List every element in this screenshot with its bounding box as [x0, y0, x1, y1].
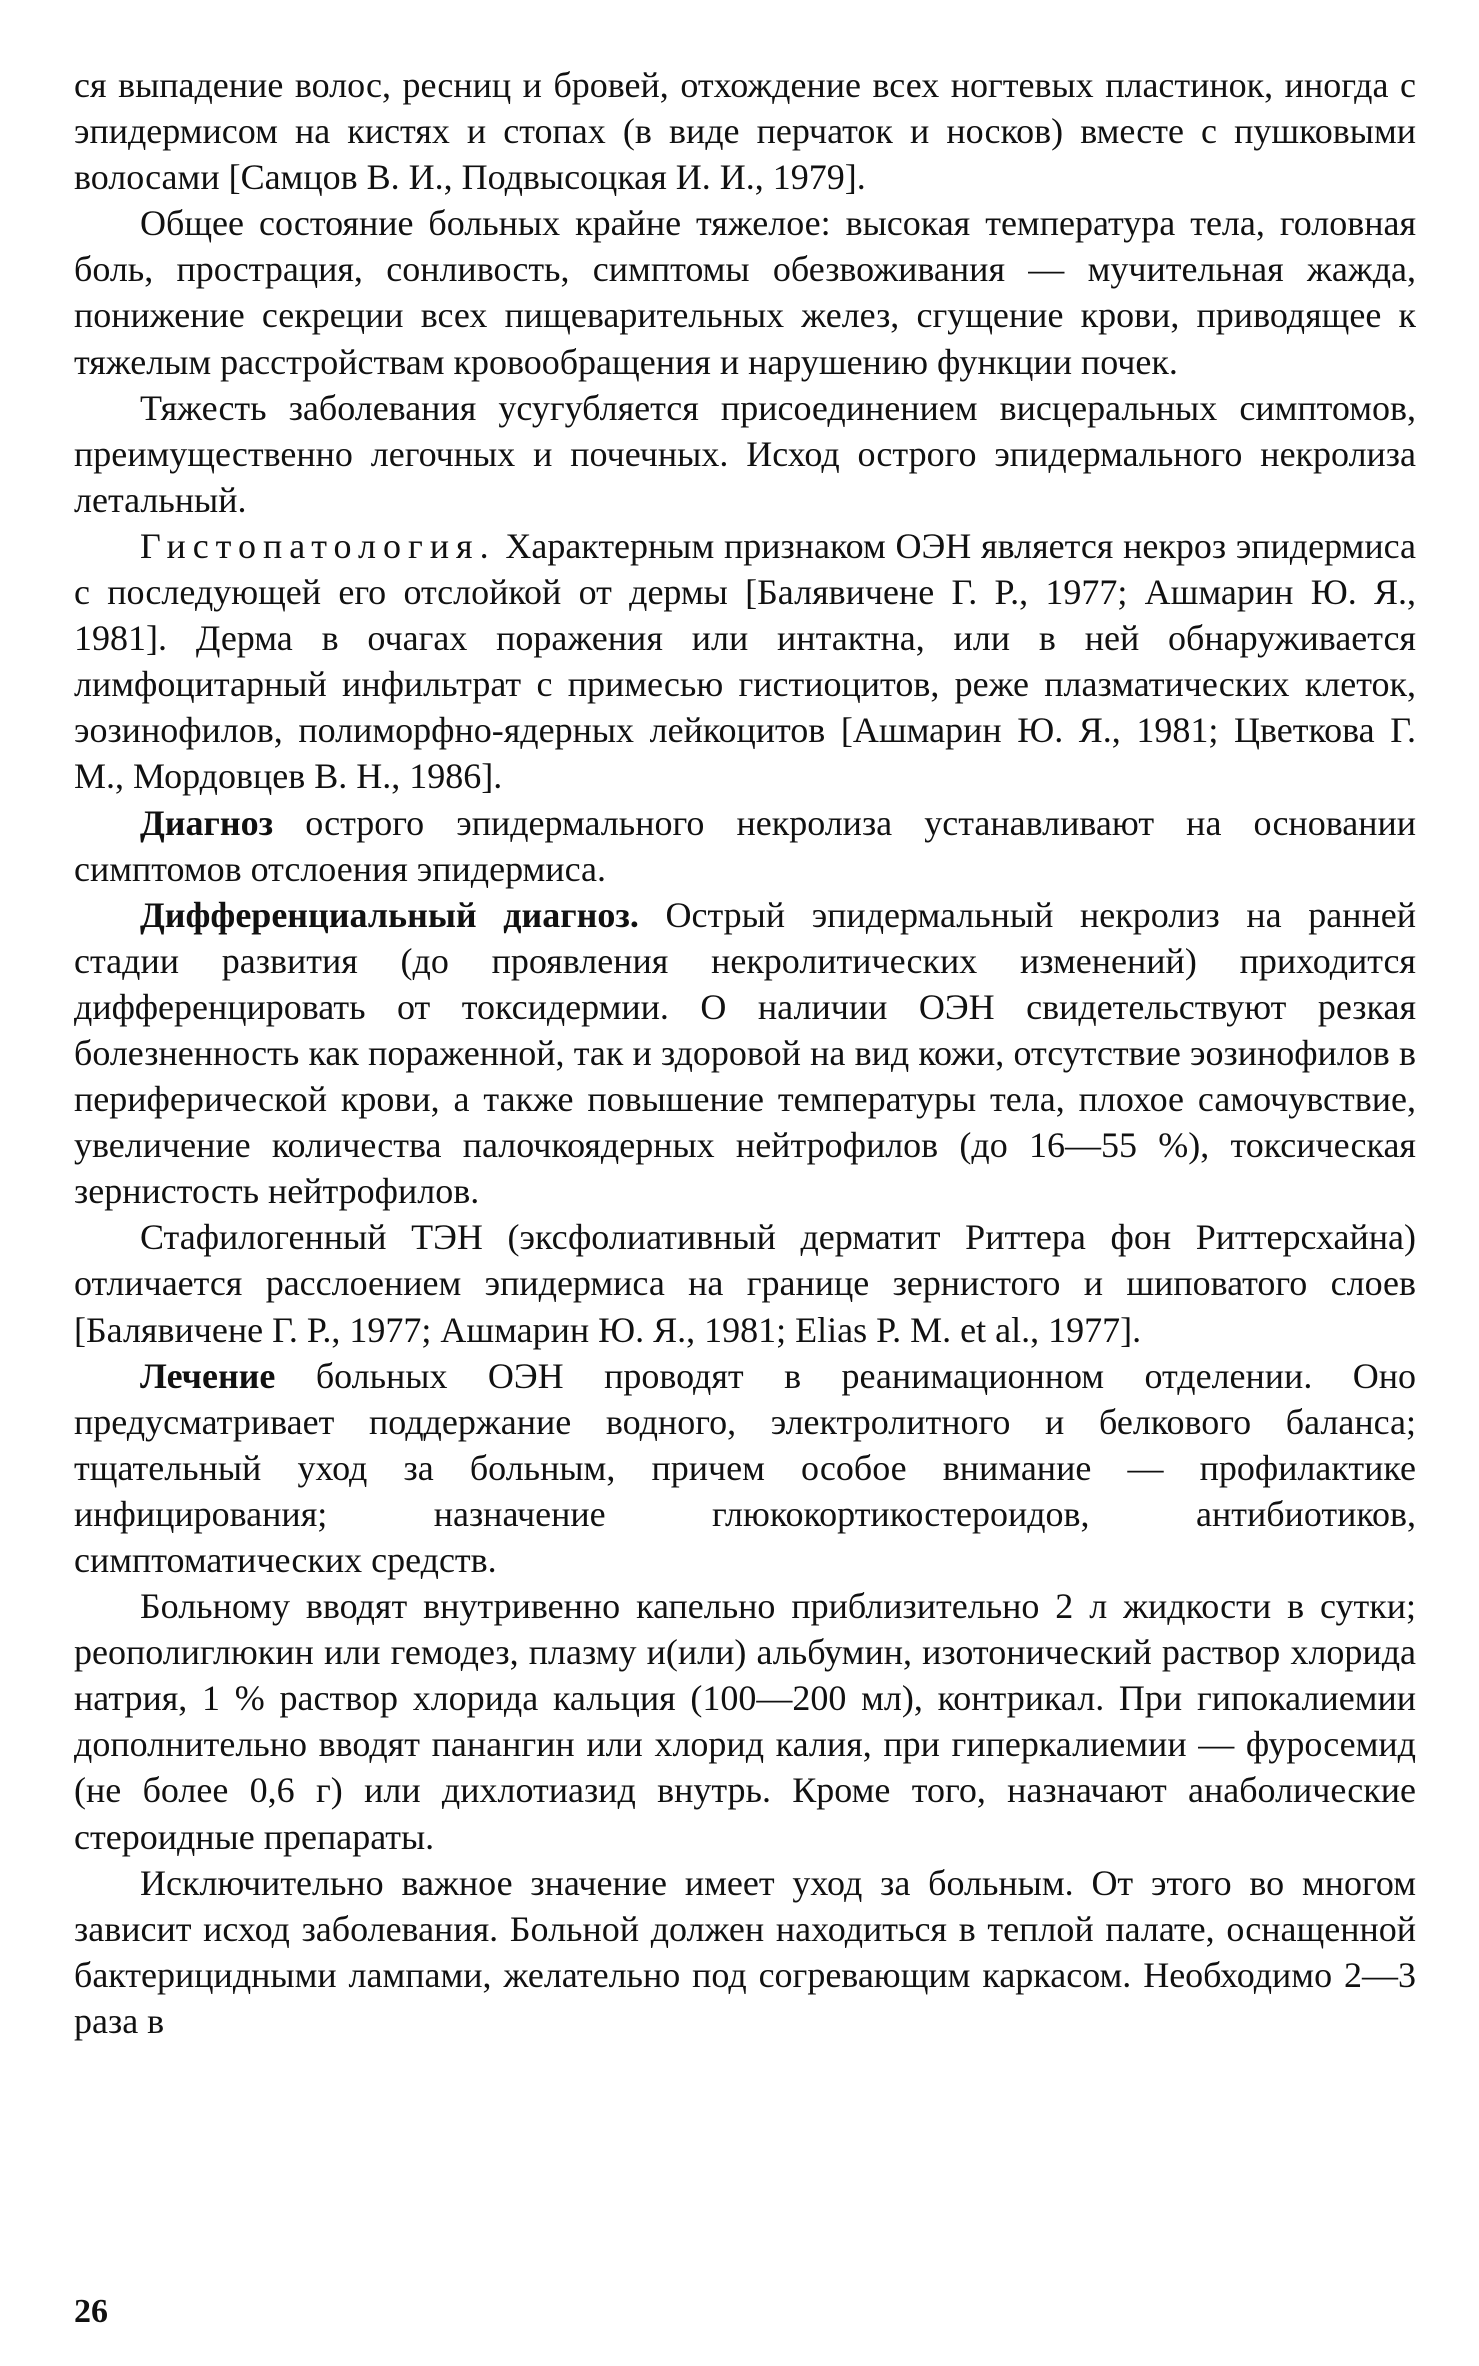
- paragraph-text: Исключительно важное значение имеет уход за больным. От этого во многом зависит исход заболевания. Больной должен находиться в теплой палате, оснащенной бактерицидными лампами, желательно под согревающим каркасом. Необходимо 2—3 раза в: [74, 1862, 1416, 2041]
- paragraph-text: Тяжесть заболевания усугубляется присоединением висцеральных симптомов, преимущественно легочных и почечных. Исход острого эпидермального некролиза летальный.: [74, 387, 1416, 520]
- page-number: 26: [74, 2293, 108, 2330]
- paragraph-general-state: [74, 200, 1416, 384]
- paragraph-text: Больному вводят внутривенно капельно приблизительно 2 л жидкости в сутки; реополиглюкин или гемодез, плазму и(или) альбумин, изотонический раствор хлорида натрия, 1 % раствор хлорида кальция (100—200 мл), контрикал. При гипокалиемии дополнительно вводят панангин или хлорид калия, при гиперкалиемии — фуросемид (не более 0,6 г) или дихлотиазид внутрь. Кроме того, назначают анаболические стероидные препараты.: [74, 1586, 1416, 1857]
- paragraph-histopathology: [74, 523, 1416, 800]
- paragraph-differential-diagnosis: [74, 892, 1416, 1215]
- page-text: [74, 62, 1416, 2044]
- paragraph-patient-care: [74, 1860, 1416, 2044]
- section-heading-differential-diagnosis: Дифференциальный диагноз.: [140, 894, 639, 935]
- paragraph-infusion-therapy: [74, 1583, 1416, 1860]
- paragraph-text: Общее состояние больных крайне тяжелое: высокая температура тела, головная боль, прострация, сонливость, симптомы обезвоживания — мучительная жажда, понижение секреции всех пищеварительных желез, сгущение крови, приводящее к тяжелым расстройствам кровообращения и нарушению функции почек.: [74, 203, 1416, 382]
- paragraph-text: Характерным признаком ОЭН является некроз эпидермиса с последующей его отслойкой от дермы [Балявичене Г. Р., 1977; Ашмарин Ю. Я., 1981]. Дерма в очагах поражения или интактна, или в ней обнаруживается лимфоцитарный инфильтрат с примесью гистиоцитов, реже плазматических клеток, эозинофилов, полиморфно-ядерных лейкоцитов [Ашмарин Ю. Я., 1981; Цветкова Г. М., Мордовцев В. Н., 1986].: [74, 525, 1416, 797]
- paragraph-staphylogenic-ten: [74, 1214, 1416, 1352]
- paragraph-text: острого эпидермального некролиза устанавливают на основании симптомов отслоения эпидермиса.: [74, 802, 1416, 889]
- section-heading-histopathology: Гистопатология.: [140, 525, 496, 566]
- paragraph-hair-loss: [74, 62, 1416, 200]
- paragraph-severity: [74, 385, 1416, 523]
- paragraph-text: больных ОЭН проводят в реанимационном отделении. Оно предусматривает поддержание водного, электролитного и белкового баланса; тщательный уход за больным, причем особое внимание — профилактике инфицирования; назначение глюкокортикостероидов, антибиотиков, симптоматических средств.: [74, 1355, 1416, 1580]
- paragraph-text: Стафилогенный ТЭН (эксфолиативный дерматит Риттера фон Риттерсхайна) отличается расслоением эпидермиса на границе зернистого и шиповатого слоев [Балявичене Г. Р., 1977; Ашмарин Ю. Я., 1981; Elias P. M. et al., 1977].: [74, 1217, 1416, 1350]
- section-heading-treatment: Лечение: [140, 1355, 276, 1396]
- section-heading-diagnosis: Диагноз: [140, 802, 274, 843]
- paragraph-diagnosis: [74, 800, 1416, 892]
- paragraph-text: ся выпадение волос, ресниц и бровей, отхождение всех ногтевых пластинок, иногда с эпидермисом на кистях и стопах (в виде перчаток и носков) вместе с пушковыми волосами [Самцов В. И., Подвысоцкая И. И., 1979].: [74, 65, 1416, 198]
- paragraph-treatment: [74, 1353, 1416, 1583]
- paragraph-text: Острый эпидермальный некролиз на ранней стадии развития (до проявления некролитических изменений) приходится дифференцировать от токсидермии. О наличии ОЭН свидетельствуют резкая болезненность как пораженной, так и здоровой на вид кожи, отсутствие эозинофилов в периферической крови, а также повышение температуры тела, плохое самочувствие, увеличение количества палочкоядерных нейтрофилов (до 16—55 %), токсическая зернистость нейтрофилов.: [74, 894, 1416, 1212]
